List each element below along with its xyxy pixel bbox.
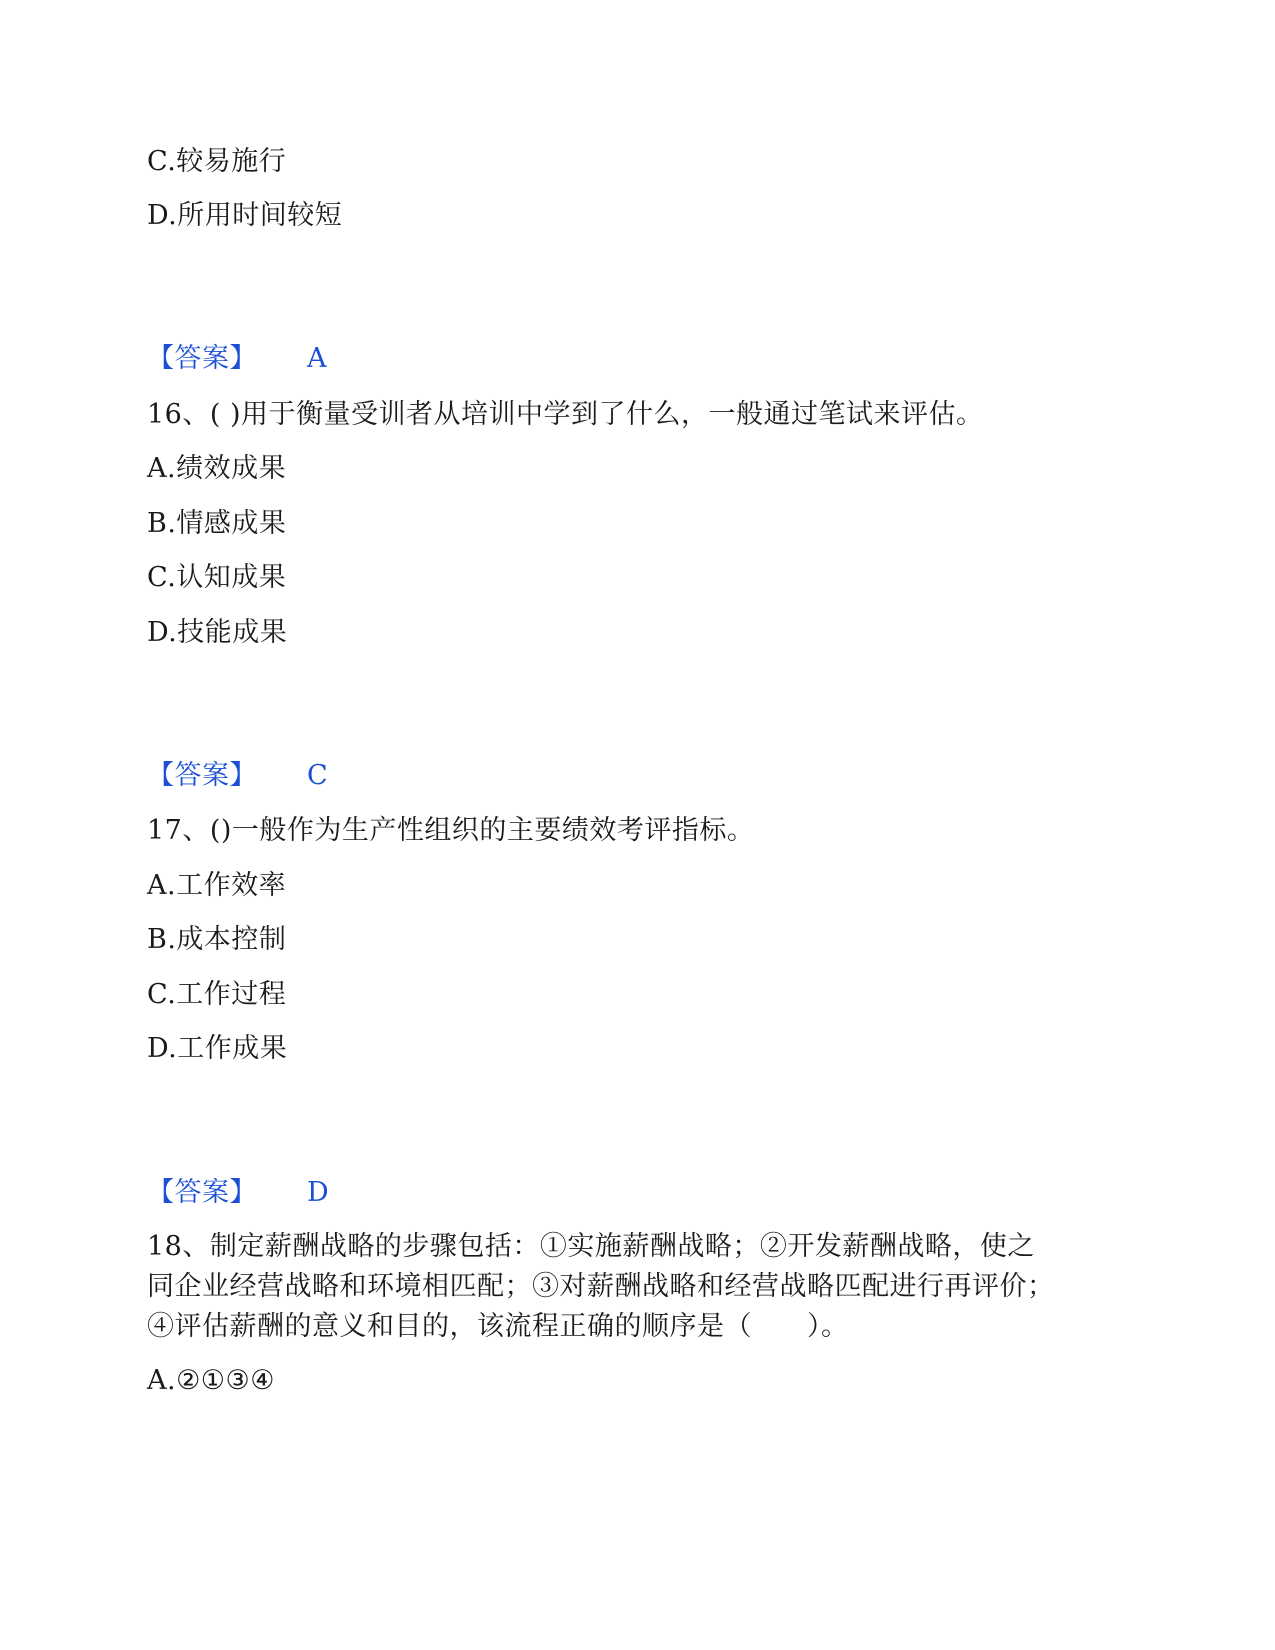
answer-value: C <box>307 760 329 791</box>
answer-label: 【答案】 <box>147 343 257 374</box>
answer-value: A <box>307 343 327 374</box>
answer-row-prev <box>147 339 327 379</box>
question-16-stem: 16、( )用于衡量受训者从培训中学到了什么，一般通过笔试来评估。 <box>147 399 984 430</box>
answer-label: 【答案】 <box>147 760 257 791</box>
question-17-option-a: A.工作效率 <box>147 870 287 901</box>
question-17-stem: 17、()一般作为生产性组织的主要绩效考评指标。 <box>147 815 755 846</box>
question-18-stem <box>147 1227 1127 1347</box>
answer-row-16 <box>147 756 329 796</box>
answer-value: D <box>307 1177 330 1208</box>
question-17-option-b: B.成本控制 <box>147 924 287 955</box>
question-18-option-a: A.②①③④ <box>147 1365 275 1396</box>
question-16-option-d: D.技能成果 <box>147 617 288 648</box>
question-18-stem-line: 同企业经营战略和环境相匹配；③对薪酬战略和经营战略匹配进行再评价； <box>147 1271 1055 1302</box>
question-17-option-c: C.工作过程 <box>147 979 287 1010</box>
option-c-prev: C.较易施行 <box>147 146 287 177</box>
question-18-stem-line: ④评估薪酬的意义和目的，该流程正确的顺序是（ ）。 <box>147 1311 849 1342</box>
answer-row-17 <box>147 1173 330 1213</box>
question-18-stem-line: 18、制定薪酬战略的步骤包括：①实施薪酬战略；②开发薪酬战略，使之 <box>147 1231 1035 1262</box>
answer-label: 【答案】 <box>147 1177 257 1208</box>
question-16-option-b: B.情感成果 <box>147 508 287 539</box>
question-17-option-d: D.工作成果 <box>147 1033 288 1064</box>
question-16-option-c: C.认知成果 <box>147 562 287 593</box>
option-d-prev: D.所用时间较短 <box>147 200 343 231</box>
question-16-option-a: A.绩效成果 <box>147 453 287 484</box>
